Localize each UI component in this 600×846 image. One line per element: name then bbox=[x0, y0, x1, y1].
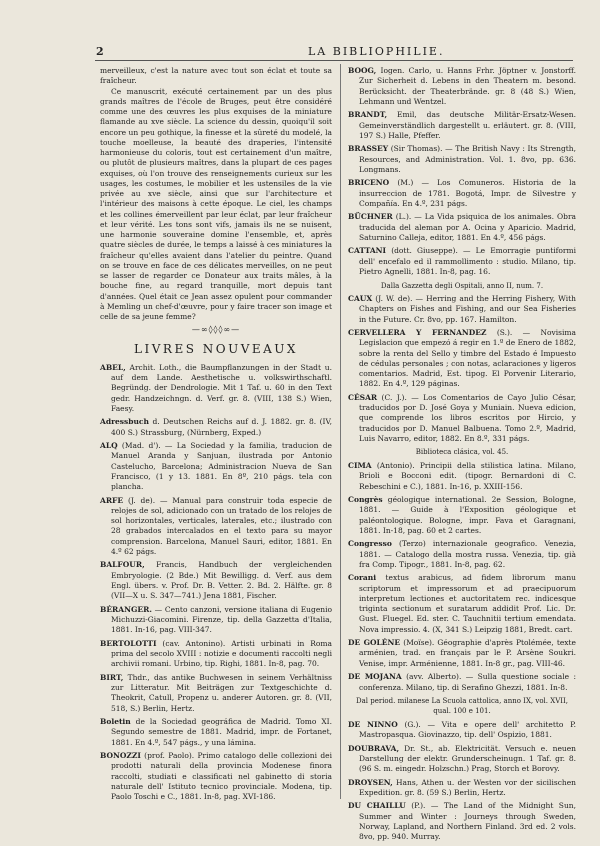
entry-heading: BALFOUR, bbox=[100, 560, 145, 570]
entry-heading: BÉRANGER. bbox=[100, 604, 152, 614]
bibliography-entry bbox=[348, 328, 576, 390]
section-title: LIVRES NOUVEAUX bbox=[134, 341, 298, 356]
bibliography-entry bbox=[348, 144, 576, 175]
bibliography-entry bbox=[348, 539, 576, 570]
column-divider bbox=[340, 64, 341, 799]
entry-text: (Antonio). Principii della stilistica latina. Milano, Brioli e Bocconi edit. (tipogr. Bernardoni di C. Rebeschini e C.), 1881. In-16, p. XXIII-156. bbox=[359, 461, 576, 491]
bibliography-entry bbox=[100, 639, 332, 670]
bibliography-entry bbox=[348, 720, 576, 741]
entry-text: (Terzo) internazionale geografico. Venezia, 1881. — Catalogo della mostra russa. Venezia, tip. già fra Comp. Tipogr., 1881. In-8, pag. 62. bbox=[359, 539, 576, 569]
bibliography-entry bbox=[100, 751, 332, 802]
entry-text: Hans, Athen u. der Westen vor der sicilischen Expedition. gr. 8. (59 S.) Berlin, Hertz. bbox=[359, 777, 576, 797]
entry-heading: Adressbuch bbox=[100, 417, 149, 427]
entry-heading: Boletin bbox=[100, 717, 131, 727]
entry-note: Dal period. milanese La Scuola cattolica, anno IX, vol. XVII, qual. 100 e 101. bbox=[355, 697, 569, 716]
bibliography-entry bbox=[348, 66, 576, 107]
entry-heading: CAUX bbox=[348, 294, 373, 304]
bibliography-entry bbox=[100, 605, 332, 636]
bibliography-entry bbox=[348, 110, 576, 141]
entry-heading: DU CHAILLU bbox=[348, 801, 406, 811]
entry-text: (L.). — La Vida psiquica de los animales. Obra traducida del aleman por A. Ocina y Aparicio. Madrid, Saturnino Calleja, editor, 1881. En 4.º, 456 págs. bbox=[359, 212, 576, 242]
entry-text: (J. de). — Manual para construir toda especie de relojes de sol, adicionado con un tratado de los relojes de sol horizontales, verticales, laterales, etc.; ilustrado con 28 grabados intercalados en el texto para su mayor comprension. Barcelona, Manuel Sauri, editor, 1881. En 4.º 62 págs. bbox=[111, 495, 332, 556]
entry-text: (Sir Thomas). — The British Navy : Its Strength, Resources, and Administration. Vol. 1. 8vo, pp. 636. Longmans. bbox=[359, 144, 576, 174]
entry-text: géologique international. 2e Session, Bologne, 1881. — Guide à l'Exposition géologique et paléontologique. Bologne, impr. Fava et Garagnani, 1881. In-18, pag. 60 et 2 cartes. bbox=[359, 495, 576, 535]
bibliography-entry bbox=[348, 638, 576, 669]
page-number: 2 bbox=[96, 45, 104, 58]
entry-text: (P.). — The Land of the Midnight Sun, Summer and Winter : Journeys through Sweden, Norway, Lapland, and Northern Finland. 3rd ed. 2 vols. 8vo, pp. 940. Murray. bbox=[359, 801, 576, 842]
entry-heading: BRASSEY bbox=[348, 144, 389, 154]
bibliography-entry bbox=[100, 363, 332, 414]
entry-heading: CATTANI bbox=[348, 246, 387, 256]
right-column bbox=[348, 66, 576, 846]
bibliography-entry bbox=[100, 496, 332, 558]
entry-heading: ABEL, bbox=[100, 362, 126, 372]
entry-text: (M.) — Los Comuneros. Historia de la insurreccion de 1781. Bogotá, Impr. de Silvestre y Compañía. En 4.º, 231 págs. bbox=[359, 178, 576, 208]
left-column bbox=[100, 66, 332, 806]
entry-heading: BERTOLOTTI bbox=[100, 638, 157, 648]
bibliography-entry bbox=[100, 560, 332, 601]
intro-paragraph: merveilleux, c'est la nature avec tout son éclat et toute sa fraîcheur. bbox=[100, 66, 332, 86]
bibliography-entry bbox=[348, 778, 576, 799]
bibliography-entry bbox=[100, 673, 332, 714]
entry-text: Francis, Handbuch der vergleichenden Embryologie. (2 Bde.) Mit Bewilligg. d. Verf. aus dem Engl. übers. v. Prof. Dr. B. Vetter. 2. Bd. 2. Hälfte. gr. 8 (VII—X u. S. 347—741.) Jena 1881, Fischer. bbox=[111, 560, 332, 601]
entry-heading: CÉSAR bbox=[348, 392, 378, 402]
entry-text: Thdr., das antike Buchwesen in seinem Verhältniss zur Litteratur. Mit Beiträgen zur Textgeschichte d. Theokrit, Catull, Propenz u. anderer Autoren. gr. 8. (VII, 518, S.) Berlin, Hertz. bbox=[111, 672, 332, 713]
bibliography-entry bbox=[348, 573, 576, 635]
entry-text: (avv. Alberto). — Sulla questione sociale : conferenza. Milano, tip. di Serafino Ghezzi, 1881. In-8. bbox=[359, 672, 577, 692]
entry-text: (J. W. de). — Herring and the Herring Fishery, With Chapters on Fishes and Fishing, and our Sea Fisheries in the Future. Cr. 8vo, pp. 167. Hamilton. bbox=[359, 294, 576, 324]
bibliography-entry bbox=[348, 294, 576, 325]
right-entry-list bbox=[348, 66, 576, 842]
entry-heading: BÜCHNER bbox=[348, 212, 393, 222]
bibliography-entry bbox=[348, 212, 576, 243]
section-ornament: —∞◊◊◊∞— bbox=[191, 325, 241, 335]
entry-text: (G.). — Vita e opere dell' architetto P. Mastropasqua. Giovinazzo, tip. dell' Ospizio, 1881. bbox=[359, 719, 576, 740]
entry-text: de la Sociedad geográfica de Madrid. Tomo XI. Segundo semestre de 1881. Madrid, impr. de Fortanet, 1881. En 4.º, 547 págs., y una lámina. bbox=[111, 717, 332, 747]
entry-text: (Mad. d'). — La Sociedad y la familia, traducion de Manuel Aranda y Sanjuan, ilustrada por Antonio Castelucho, Barcelona; Administracion Nueva de San Francisco, (1 y 13. 1881. En 8º, 210 págs. tela con plancha. bbox=[111, 441, 332, 492]
entry-heading: DE NINNO bbox=[348, 719, 398, 729]
entry-heading: Congresso bbox=[348, 539, 392, 549]
entry-text: (C. J.). — Los Comentarios de Cayo Julio César, traducidos por D. José Goya y Muniain. Nueva edicion, que comprende los libros escritos por Hircio, y traducidos por D. Manuel Balbuena. Tomo 2.º, Madrid, Luis Navarro, editor, 1882. En 8.º, 331 págs. bbox=[359, 392, 576, 443]
bibliography-entry bbox=[348, 393, 576, 444]
entry-text: Archit. Loth., die Baumpflanzungen in der Stadt u. auf dem Lande. Aesthetische u. volkswirthschaftl. Begründg. der Dendrologie. Mit 1 Taf. u. 60 in den Text gedr. Handzeichngn. d. Verf. gr. 8. (VIII, 138 S.) Wien, Faesy. bbox=[111, 362, 332, 413]
bibliography-entry bbox=[348, 672, 576, 693]
entry-heading: Corani bbox=[348, 573, 377, 583]
bibliography-entry bbox=[348, 801, 576, 842]
bibliography-entry bbox=[348, 495, 576, 536]
entry-heading: BRICENO bbox=[348, 178, 390, 188]
entry-text: (cav. Antonino). Artisti urbinati in Roma prima del secolo XVIII : notizie e documenti raccolti negli archivii romani. Urbino, tip. Righi, 1881. In-8, pag. 70. bbox=[111, 638, 332, 669]
bibliography-entry bbox=[100, 441, 332, 492]
entry-text: (S.). — Novisima Legislacion que empezó á regir en 1.º de Enero de 1882, sobre la renta del Sello y timbre del Estado é Impuesto de cédulas personales ; con notas, aclaraciones y ligeros comentarios. Madrid, Est. tipog. El Porvenir Literario, 1882. En 4.º, 129 páginas. bbox=[359, 328, 577, 389]
entry-heading: CIMA bbox=[348, 461, 372, 471]
bibliography-entry bbox=[348, 246, 576, 277]
entry-heading: BONOZZI bbox=[100, 751, 141, 761]
entry-heading: ARFE bbox=[100, 495, 124, 505]
entry-heading: BIRT, bbox=[100, 672, 124, 682]
entry-text: (dott. Giuseppe). — Le Emorragie puntiformi dell' encefalo ed il rammollimento : studio. Milano, tip. Pietro Agnelli, 1881. In-8, pag. 16. bbox=[359, 246, 576, 276]
intro-paragraph: Ce manuscrit, exécuté certainement par un des plus grands maîtres de l'école de Bruges, peut être considéré comme une des œuvres les plus exquises de la miniature flamande au xve siècle. La science du dessin, quoiqu'il soit encore un peu gothique, la finesse et la sûreté du modelé, la touche moelleuse, la beauté des draperies, l'intensité harmonieuse du coloris, tout est certainement d'un maître, ou plutôt de plusieurs maîtres, dans la plupart de ces pages exquises, où l'on trouve des renseignements curieux sur les usages, les costumes, le mobilier et les ustensiles de la vie privée au xve siècle, ainsi que sur l'architecture et l'intérieur des maisons à cette époque. Le ciel, les champs et les collines émerveillent par leur éclat, par leur fraîcheur et leur vérité. Les tons sont vifs, jamais ils ne se nuisent, une harmonie souveraine domine l'ensemble, et, après quatre siècles de durée, le temps a laissé à ces miniatures la fraîcheur qu'elles avaient dans l'atelier du peintre. Quand on se trouve en face de ces délicates merveilles, on ne peut se lasser de regarder ce Donateur aux traits mâles, à la bouche fine, au regard tranquille, mort depuis tant d'années. Quel était ce Jean assez opulent pour commander à Memling un chef-d'œuvre, pour y faire tracer son image et celle de sa jeune femme? bbox=[100, 86, 332, 321]
entry-text: Dr. St., ab. Elektricität. Versuch e. neuen Darstellung der elektr. Grunderscheinugn. 1 Taf. gr. 8. (96 S. m. eingedr. Holzschn.) Prag, Storch et Borovy. bbox=[359, 743, 576, 774]
bibliography-entry bbox=[348, 461, 576, 492]
bibliography-entry bbox=[348, 744, 576, 775]
entry-text: — Cento canzoni, versione italiana di Eugenio Michuzzi-Giacomini. Firenze, tip. della Gazzetta d'Italia, 1881. In-16, pag. VIII-347. bbox=[111, 604, 332, 635]
bibliography-entry bbox=[348, 178, 576, 209]
entry-heading: DE GOLÉNE bbox=[348, 638, 401, 648]
entry-text: d. Deutschen Reichs auf d. J. 1882. gr. 8. (IV, 400 S.) Strassburg, (Nürnberg, Exped.) bbox=[111, 417, 332, 437]
entry-text: Iogen. Carlo, u. Hanns Frhr. Jöptner v. Jonstorff. Zur Sicherheit d. Lebens in den Theatern m. besond. Berücksicht. der Theaterbrände. gr. 8 (48 S.) Wien, Lehmann und Wentzel. bbox=[359, 66, 576, 106]
entry-heading: DROYSEN, bbox=[348, 777, 393, 787]
entry-note: Dalla Gazzetta degli Ospitali, anno II, num. 7. bbox=[380, 281, 544, 290]
entry-heading: BOOG, bbox=[348, 66, 377, 75]
entry-heading: CERVELLERA Y FERNANDEZ bbox=[348, 328, 487, 338]
entry-heading: BRANDT, bbox=[348, 110, 388, 120]
entry-heading: Congrès bbox=[348, 495, 383, 505]
left-entry-list bbox=[100, 363, 332, 803]
entry-heading: DOUBRAVA, bbox=[348, 743, 400, 753]
bibliography-entry bbox=[100, 417, 332, 438]
entry-text: textus arabicus, ad fidem librorum manu scriptorum et impressorum et ad praecipuorum interpretum lectiones et auctoritatem rec. indicesque triginta sectionum et suratarum addidit Prof. Lic. Dr. Gust. Fluegel. Ed. ster. C. Tauchnitii tertium emendata. Nova impressio. 4. (X, 341 S.) Leipzig 1881, Bredt. cart. bbox=[359, 573, 576, 634]
header-rule bbox=[95, 60, 573, 61]
bibliography-entry bbox=[100, 717, 332, 748]
entry-heading: ALQ bbox=[100, 441, 118, 451]
entry-text: Emil, das deutsche Militär-Ersatz-Wesen. Gemeinverständlich dargestellt u. erläutert. gr. 8. (VIII, 197 S.) Halle, Pfeffer. bbox=[359, 110, 576, 140]
entry-heading: DE MOJANA bbox=[348, 672, 402, 682]
entry-text: (prof. Paolo). Primo catalogo delle collezioni dei prodotti naturali della provincia Modenese finora raccolti, studiati e classificati nel gabinetto di storia naturale dell' Istituto tecnico provinciale. Modena, tip. Paolo Toschi e C., 1881. In-8, pag. XVI-186. bbox=[111, 751, 332, 802]
entry-note: Biblioteca clásica, vol. 45. bbox=[415, 448, 509, 457]
running-title: LA BIBLIOPHILIE. bbox=[308, 45, 445, 58]
entry-text: (Moïse). Géographie d'après Ptolémée, texte arménien, trad. en français par le P. Arsène Soukri. Venise, impr. Arménienne, 1881. In-8 gr., pag. VIII-46. bbox=[359, 638, 576, 668]
